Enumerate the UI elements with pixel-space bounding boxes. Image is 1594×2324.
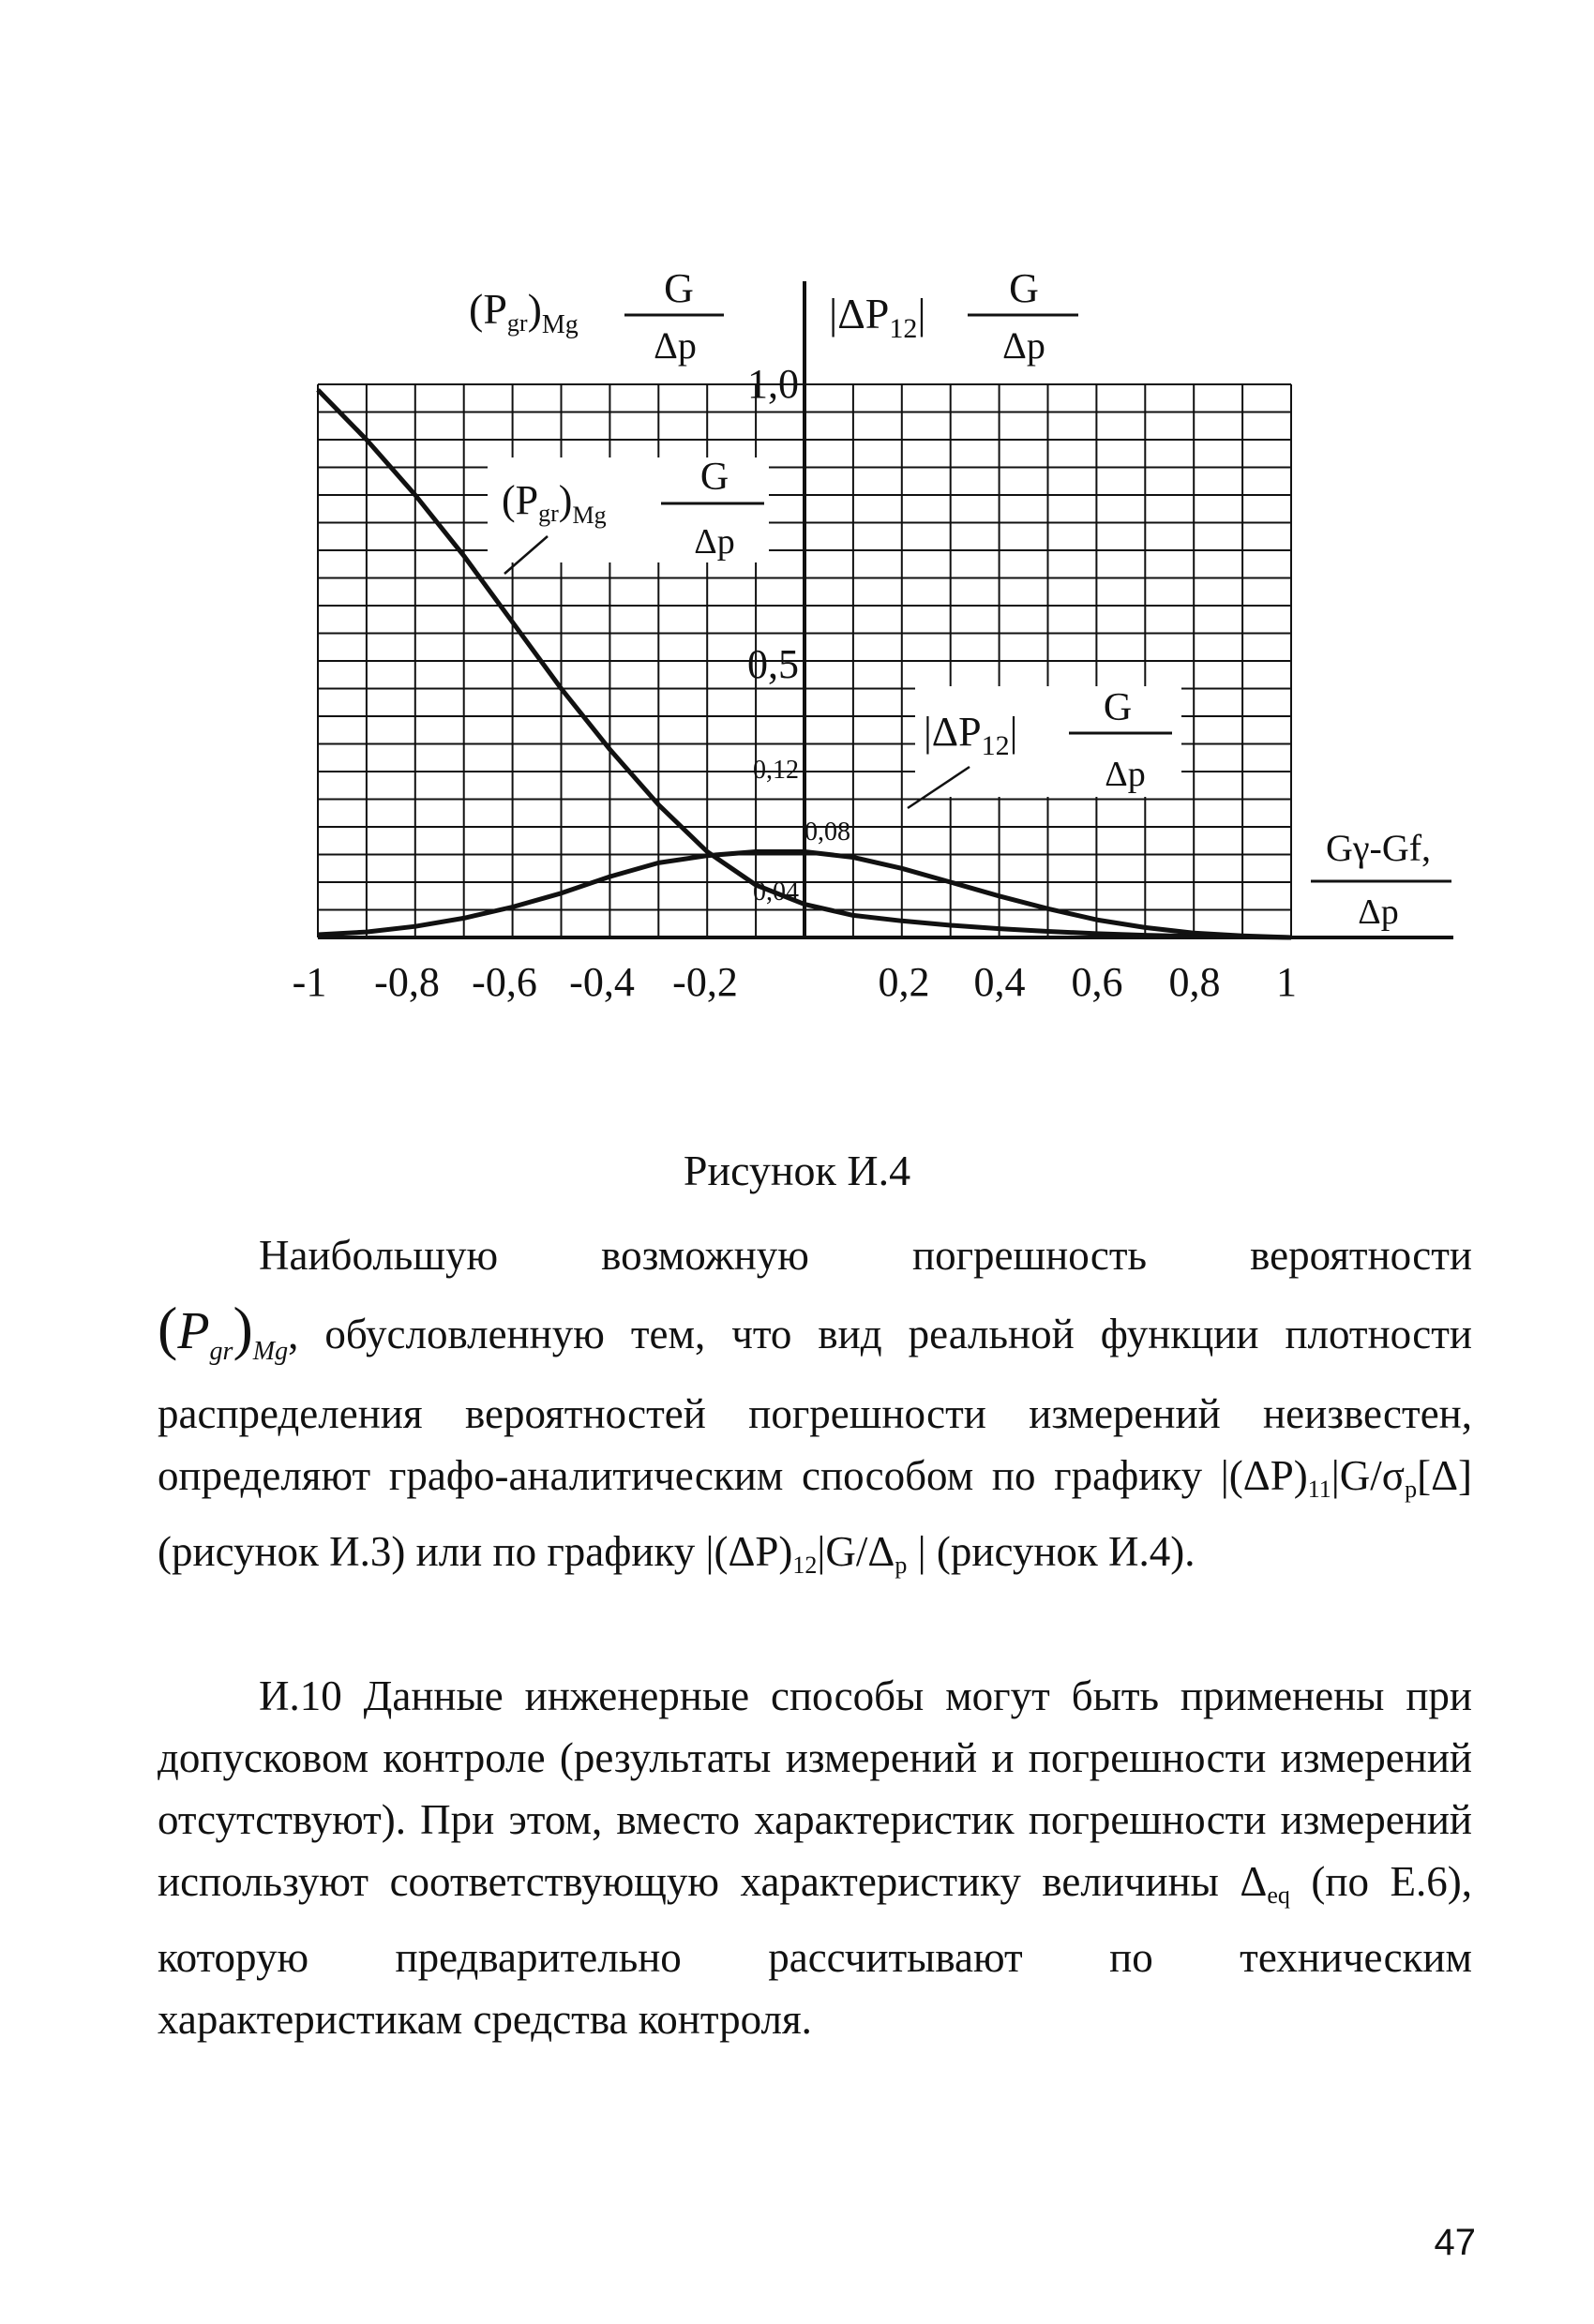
x-tick-label: -0,4 [569, 959, 635, 1005]
y-tick-label: 0,08 [805, 817, 850, 847]
curve2-label [908, 686, 1181, 808]
svg-text:|ΔP12| [829, 290, 926, 344]
label-mid: ) [527, 285, 542, 333]
paragraph-line-first: Наибольшую возможную погрешность вероятности [259, 1232, 1472, 1279]
label-sub: 12 [981, 730, 1010, 761]
x-tick-label: -0,2 [672, 959, 738, 1005]
text-run: |G/σ [1331, 1452, 1406, 1500]
paragraph-probability-error [158, 1224, 1472, 1597]
text-run: , обусловленную тем, что вид реальной функции плотности распределения вероятностей погрешности измерений неизвестен, определяют графо-аналитическим способом по графику |(ΔP) [158, 1311, 1472, 1500]
label-lhs: |ΔP [829, 290, 890, 337]
label-sub: Mg [541, 310, 579, 339]
x-tick-label: -0,8 [374, 959, 440, 1005]
formula-subscript: Mg [252, 1337, 289, 1367]
formula-pgr: $(P_{gr})_{Mg}$ [158, 1295, 289, 1367]
y-tick-label: 0,5 [747, 641, 799, 687]
text-run: (по Е.6), которую предварительно рассчитывают по техническим характеристикам средства контроля. [158, 1858, 1472, 2043]
label-sub: Mg [572, 502, 607, 529]
text-subscript: p [895, 1552, 908, 1580]
x-tick-label: 0,4 [973, 959, 1026, 1005]
figure-chart [0, 0, 1594, 1078]
x-tick-labels [293, 959, 1297, 1005]
text-run: [Δ] (рисунок И.3) или по графику |(ΔP) [158, 1452, 1472, 1576]
chart-axes [318, 281, 1453, 937]
label-sub: 12 [889, 313, 918, 344]
text-run: | (рисунок И.4). [907, 1528, 1196, 1576]
curve1-label [488, 456, 769, 574]
y-tick-label: 0,04 [753, 877, 799, 907]
paragraph-i10 [158, 1665, 1472, 2050]
text-run: И.10 Данные инженерные способы могут быть применены при допусковом контроле (результаты измерений и погрешности измерений отсутствуют). При этом, вместо характеристик погрешности измерений используют соответствующую характеристику величины Δ [158, 1672, 1472, 1905]
fraction-numerator: G [1009, 265, 1039, 311]
x-tick-label: -1 [292, 959, 327, 1005]
y-tick-label: 1,0 [747, 361, 799, 407]
fraction-denominator: Δp [1358, 892, 1399, 932]
x-tick-label: 0,6 [1071, 959, 1123, 1005]
fraction-numerator: G [1103, 686, 1133, 729]
label-lhs: (P [502, 477, 539, 523]
x-axis-title [1294, 806, 1458, 932]
text-subscript: 11 [1307, 1476, 1331, 1504]
fraction-denominator: Δp [1105, 755, 1146, 794]
text-subscript: p [1405, 1476, 1418, 1504]
fraction-denominator: Δp [694, 522, 735, 562]
paragraph-body [158, 1665, 1472, 2050]
x-tick-label: -0,6 [472, 959, 537, 1005]
label-rhs: | [1009, 709, 1018, 755]
left-axis-title [459, 265, 731, 375]
formula-subscript: gr [209, 1337, 233, 1367]
fraction-denominator: Δp [654, 324, 697, 367]
fraction-denominator: Δp [1002, 324, 1045, 367]
text-run: |G/Δ [817, 1528, 895, 1576]
x-tick-label: 0,8 [1168, 959, 1221, 1005]
x-tick-label: 0,2 [878, 959, 930, 1005]
y-tick-label: 0,12 [753, 756, 799, 785]
fraction-numerator: G [699, 456, 729, 499]
fraction-numerator: Gγ-Gf, [1325, 827, 1432, 869]
x-tick-label: 1 [1276, 959, 1297, 1005]
label-rhs: | [917, 290, 926, 337]
formula-symbol: P [177, 1302, 210, 1360]
label-lhs: |ΔP [924, 709, 982, 755]
right-axis-title [829, 265, 1078, 367]
label-lhs: (P [469, 285, 507, 333]
label-sub: gr [506, 309, 528, 337]
figure-caption: Рисунок И.4 [683, 1147, 911, 1194]
text-subscript: eq [1267, 1882, 1290, 1909]
page-number: 47 [1434, 2222, 1476, 2263]
text-subscript: 12 [792, 1552, 818, 1580]
label-sub: gr [538, 500, 559, 527]
label-mid: ) [558, 477, 573, 523]
fraction-numerator: G [664, 265, 694, 311]
paragraph-body [158, 1297, 1472, 1597]
